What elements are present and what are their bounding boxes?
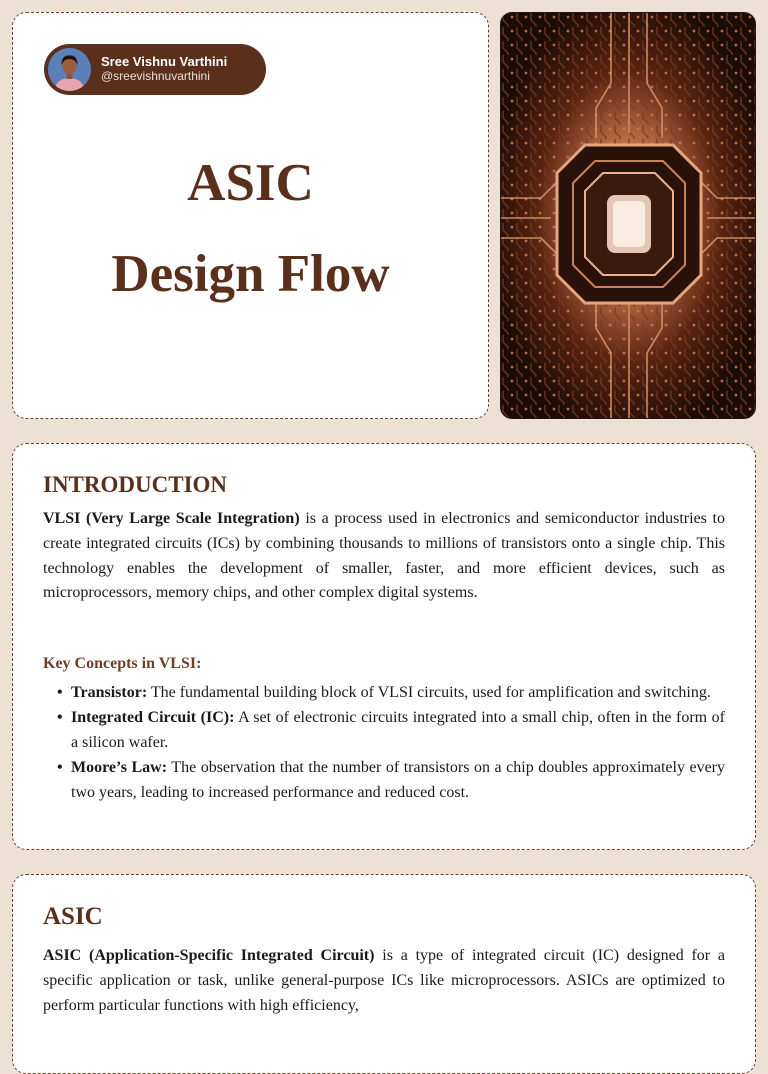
author-avatar	[48, 48, 91, 91]
list-item	[43, 680, 725, 705]
circuit-chip-illustration	[501, 13, 756, 419]
bullet-icon: •	[57, 709, 63, 726]
avatar-portrait-icon	[48, 48, 91, 91]
key-concepts-list	[43, 680, 725, 805]
asic-lead-term: ASIC (Application-Specific Integrated Circuit)	[43, 947, 375, 964]
title-line-2: Design Flow	[111, 245, 390, 303]
author-name: Sree Vishnu Varthini	[101, 54, 228, 70]
key-concepts-heading: Key Concepts in VLSI:	[43, 655, 202, 672]
bullet-icon: •	[57, 684, 63, 701]
introduction-lead-text: is a process used in electronics and semiconductor industries to create integrated circuits (ICs) by combining thousands to millions of transistors onto a single chip. This technology enables the development of smaller, faster, and more efficient devices, such as microprocessors, memory chips, and other complex digital systems.	[43, 510, 726, 602]
concept-term: Integrated Circuit (IC):	[71, 709, 235, 726]
page-title	[13, 138, 488, 320]
list-item	[43, 705, 725, 755]
hero-card	[12, 12, 489, 419]
introduction-paragraph	[43, 507, 725, 606]
concept-text: The observation that the number of transistors on a chip doubles approximately every two years, leading to increased performance and reduced cost.	[71, 759, 725, 801]
concept-term: Transistor:	[71, 684, 148, 701]
introduction-lead-term: VLSI (Very Large Scale Integration)	[43, 510, 300, 527]
list-item	[43, 755, 725, 805]
concept-text: The fundamental building block of VLSI circuits, used for amplification and switching.	[147, 684, 711, 701]
title-line-1: ASIC	[187, 154, 314, 212]
introduction-heading: INTRODUCTION	[43, 472, 228, 497]
circuit-image	[500, 12, 756, 419]
concept-text: A set of electronic circuits integrated into a small chip, often in the form of a silicon wafer.	[71, 709, 725, 751]
introduction-section	[12, 443, 756, 850]
asic-heading: ASIC	[43, 903, 103, 930]
concept-term: Moore’s Law:	[71, 759, 168, 776]
author-badge[interactable]	[44, 44, 266, 95]
author-handle: @sreevishnuvarthini	[101, 69, 210, 84]
asic-lead-text: is a type of integrated circuit (IC) designed for a specific application or task, unlike general-purpose ICs like microprocessors. ASICs are optimized to perform particular functions with high efficiency,	[43, 947, 726, 1014]
bullet-icon: •	[57, 759, 63, 776]
asic-paragraph	[43, 944, 725, 1018]
asic-section	[12, 874, 756, 1074]
